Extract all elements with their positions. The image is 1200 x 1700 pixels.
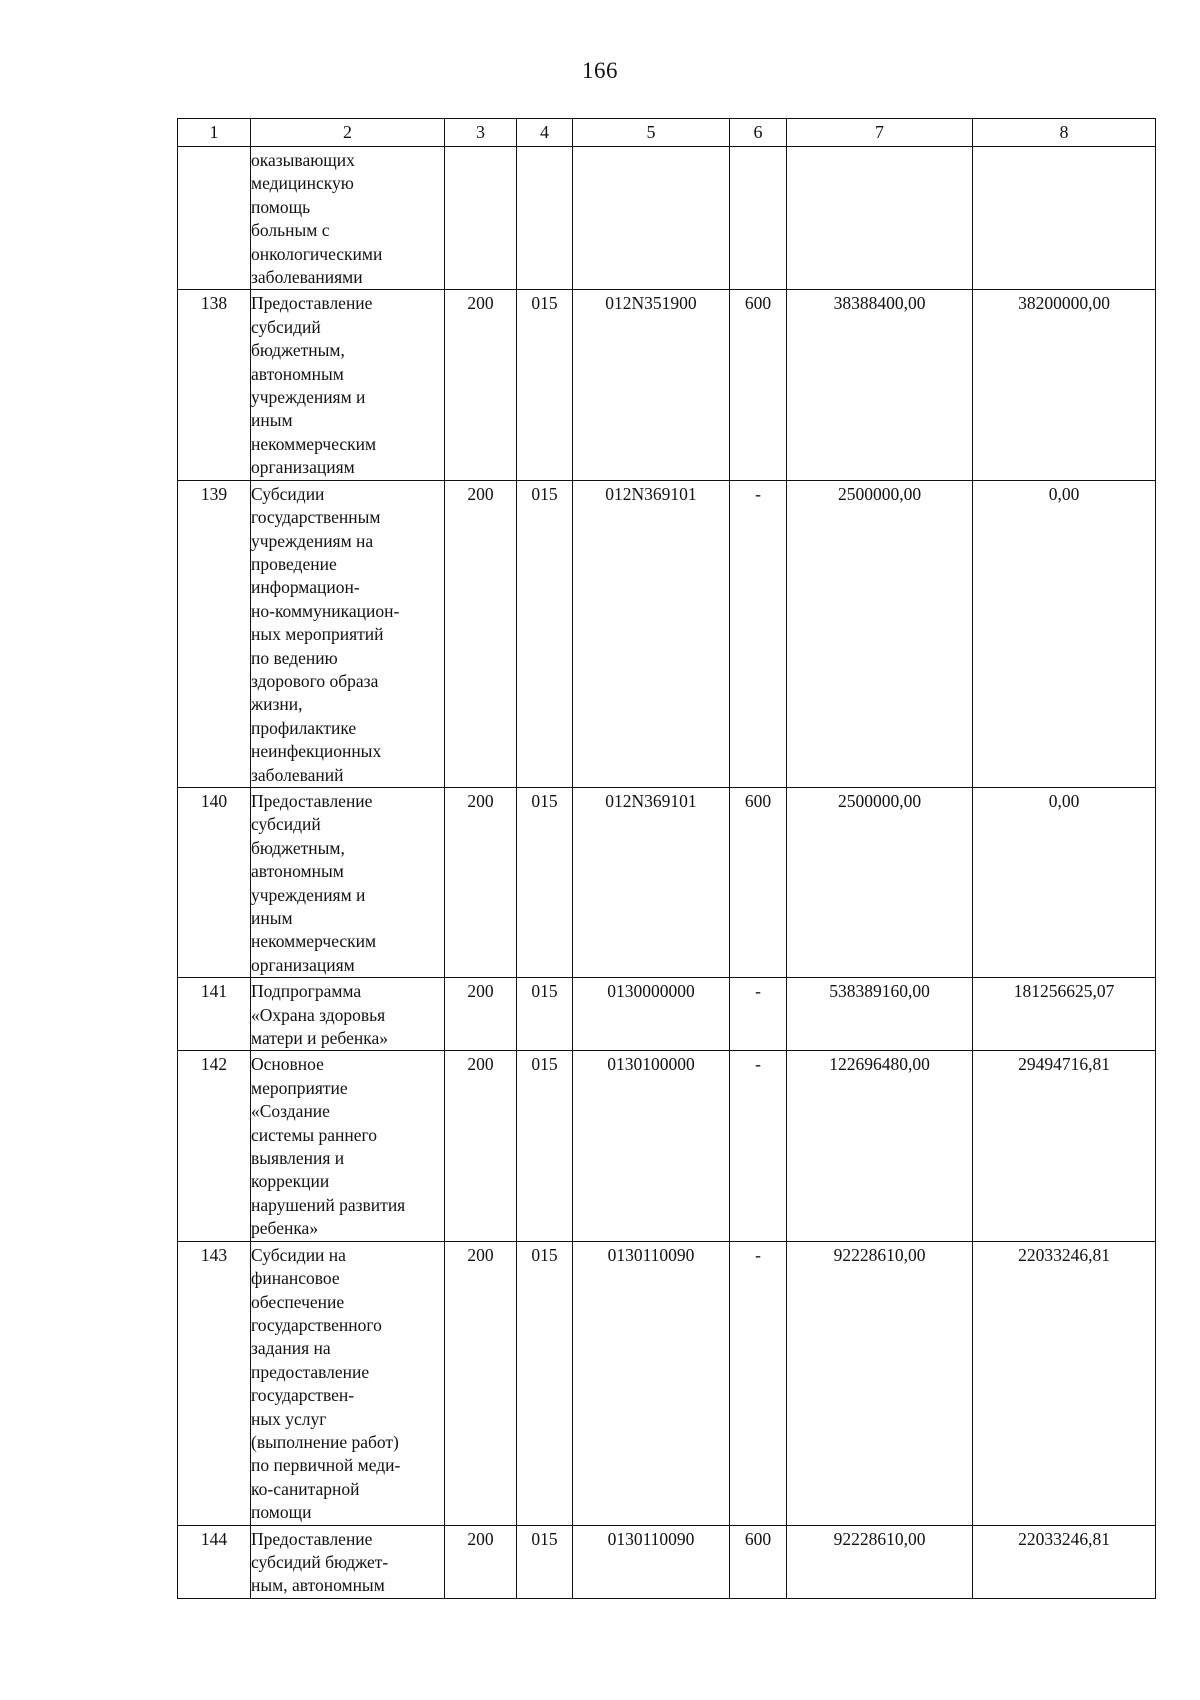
item-name-line: предоставление	[251, 1361, 370, 1382]
cell-amount-actual	[973, 978, 1156, 1051]
cell-target-article-value: 0130110090	[607, 1244, 695, 1265]
cell-code-3-value: 200	[467, 1054, 494, 1075]
cell-code-4	[517, 1051, 573, 1241]
cell-item-name	[251, 1525, 445, 1598]
item-name-line: помощь	[251, 196, 311, 217]
cell-amount-actual	[973, 1051, 1156, 1241]
cell-amount-plan-value: 92228610,00	[833, 1528, 926, 1549]
cell-code-3-value: 200	[467, 1244, 494, 1265]
cell-amount-plan-value: 2500000,00	[837, 790, 922, 811]
header-col-3: 3	[445, 119, 517, 147]
table-body	[178, 147, 1156, 1599]
budget-table	[177, 118, 1156, 1599]
cell-code-3-value: 200	[467, 981, 494, 1002]
cell-row-number	[178, 1051, 251, 1241]
table-row	[178, 147, 1156, 290]
item-name-line: ных мероприятий	[251, 624, 384, 645]
cell-amount-plan-value: 538389160,00	[829, 981, 930, 1002]
table-row	[178, 290, 1156, 480]
item-name-line: «Охрана здоровья	[251, 1004, 386, 1025]
item-name-line: заболеваниями	[251, 267, 363, 288]
item-name-line: некоммерческим	[251, 931, 377, 952]
table-row	[178, 1241, 1156, 1525]
cell-code-3-value	[445, 147, 516, 149]
cell-row-number	[178, 147, 251, 290]
cell-row-number	[178, 480, 251, 787]
cell-code-3-value: 200	[467, 293, 494, 314]
row-number	[178, 147, 250, 149]
cell-amount-actual	[973, 1525, 1156, 1598]
cell-expense-type-value: -	[755, 1054, 761, 1075]
item-name-line: системы раннего	[251, 1124, 378, 1145]
cell-expense-type-value: -	[755, 981, 761, 1002]
cell-amount-actual-value: 22033246,81	[1018, 1528, 1110, 1549]
cell-amount-plan	[787, 787, 973, 977]
item-name-line: ко-санитарной	[251, 1478, 360, 1499]
item-name-line: автономным	[251, 363, 344, 384]
cell-amount-plan-value	[787, 147, 972, 149]
cell-code-4	[517, 290, 573, 480]
cell-item-name	[251, 1051, 445, 1241]
header-col-2: 2	[251, 119, 445, 147]
item-name-line: Предоставление	[251, 1528, 373, 1549]
item-name-line: иным	[251, 908, 293, 928]
item-name-line: ным, автономным	[251, 1575, 385, 1596]
cell-amount-plan	[787, 978, 973, 1051]
item-name-line: субсидий	[251, 316, 321, 337]
cell-amount-plan	[787, 1051, 973, 1241]
cell-amount-actual	[973, 787, 1156, 977]
item-name-line: Субсидии	[251, 483, 325, 504]
cell-code-4-value: 015	[531, 1244, 558, 1265]
cell-expense-type	[730, 787, 787, 977]
cell-amount-plan	[787, 1525, 973, 1598]
item-name-line: финансовое	[251, 1268, 340, 1289]
row-number: 141	[200, 981, 228, 1002]
cell-expense-type	[730, 1525, 787, 1598]
cell-amount-plan	[787, 1241, 973, 1525]
cell-amount-actual-value: 181256625,07	[1013, 981, 1115, 1002]
cell-row-number	[178, 1525, 251, 1598]
cell-row-number	[178, 978, 251, 1051]
cell-amount-plan	[787, 290, 973, 480]
cell-code-4-value: 015	[531, 483, 558, 504]
item-name-line: ных услуг	[251, 1408, 327, 1429]
cell-target-article	[573, 787, 730, 977]
cell-code-3	[445, 290, 517, 480]
cell-amount-plan	[787, 480, 973, 787]
item-name-line: обеспечение	[251, 1291, 345, 1312]
cell-code-3	[445, 1241, 517, 1525]
item-name-line: учреждениям и	[251, 884, 366, 905]
cell-target-article-value: 012N369101	[605, 483, 697, 504]
cell-code-3-value: 200	[467, 483, 494, 504]
cell-code-4	[517, 1241, 573, 1525]
item-name-line: Основное	[251, 1054, 324, 1075]
cell-row-number	[178, 787, 251, 977]
cell-code-3	[445, 978, 517, 1051]
row-number: 140	[200, 790, 228, 811]
cell-code-4	[517, 787, 573, 977]
header-col-8: 8	[973, 119, 1156, 147]
cell-amount-actual	[973, 147, 1156, 290]
item-name-line: Предоставление	[251, 293, 373, 314]
item-name-line: организациям	[251, 457, 355, 478]
item-name-line: субсидий бюджет-	[251, 1551, 389, 1572]
cell-code-3-value: 200	[467, 1528, 494, 1549]
cell-expense-type-value: 600	[744, 293, 772, 314]
header-col-4: 4	[517, 119, 573, 147]
item-name-line: некоммерческим	[251, 433, 377, 454]
item-name-line: автономным	[251, 861, 344, 882]
cell-amount-actual-value	[973, 147, 1155, 149]
cell-expense-type	[730, 290, 787, 480]
cell-amount-plan	[787, 147, 973, 290]
cell-target-article	[573, 1241, 730, 1525]
cell-item-name	[251, 1241, 445, 1525]
cell-code-4-value	[517, 147, 572, 149]
item-name-line: государствен-	[251, 1385, 355, 1406]
item-name-line: субсидий	[251, 814, 321, 835]
cell-target-article	[573, 290, 730, 480]
table-row	[178, 787, 1156, 977]
item-name-line: заболеваний	[251, 764, 344, 785]
item-name-line: Подпрограмма	[251, 981, 362, 1002]
cell-expense-type-value: -	[755, 483, 761, 504]
item-name-line: здорового образа	[251, 670, 379, 691]
item-name-line: информацион-	[251, 577, 360, 598]
item-name-line: организациям	[251, 954, 355, 975]
item-name-line: онкологическими	[251, 243, 383, 264]
cell-expense-type	[730, 1051, 787, 1241]
cell-code-3	[445, 787, 517, 977]
item-name-line: по первичной меди-	[251, 1455, 401, 1476]
item-name-line: оказывающих	[251, 150, 355, 170]
cell-code-4-value: 015	[531, 1054, 558, 1075]
cell-code-4-value: 015	[531, 790, 558, 811]
cell-expense-type	[730, 1241, 787, 1525]
item-name-line: бюджетным,	[251, 837, 345, 858]
cell-amount-plan-value: 38388400,00	[833, 293, 926, 314]
header-col-5: 5	[573, 119, 730, 147]
cell-code-4	[517, 1525, 573, 1598]
cell-code-4-value: 015	[531, 293, 558, 314]
cell-expense-type	[730, 480, 787, 787]
item-name-line: государственного	[251, 1314, 382, 1335]
page-number: 166	[582, 58, 618, 83]
table-row	[178, 978, 1156, 1051]
item-name-line: но-коммуникацион-	[251, 600, 400, 621]
cell-amount-actual-value: 22033246,81	[1018, 1244, 1110, 1265]
item-name-line: медицинскую	[251, 173, 354, 194]
cell-target-article	[573, 147, 730, 290]
table-row	[178, 1525, 1156, 1598]
cell-code-4	[517, 978, 573, 1051]
cell-target-article	[573, 1051, 730, 1241]
item-name-line: выявления и	[251, 1148, 345, 1169]
cell-item-name	[251, 290, 445, 480]
cell-expense-type-value: 600	[744, 790, 772, 811]
row-number: 142	[200, 1054, 228, 1075]
item-name-line: Предоставление	[251, 790, 373, 811]
cell-target-article	[573, 480, 730, 787]
item-name-line: нарушений развития	[251, 1194, 406, 1215]
item-name-line: жизни,	[251, 694, 303, 715]
cell-target-article-value	[573, 147, 729, 149]
table-header-row	[178, 119, 1156, 147]
cell-item-name	[251, 480, 445, 787]
cell-expense-type-value: 600	[744, 1528, 772, 1549]
cell-item-name	[251, 787, 445, 977]
cell-row-number	[178, 290, 251, 480]
cell-code-3	[445, 1051, 517, 1241]
cell-amount-plan-value: 2500000,00	[837, 483, 922, 504]
item-name-line: ребенка»	[251, 1218, 319, 1239]
cell-expense-type-value: -	[755, 1244, 761, 1265]
cell-code-4-value: 015	[531, 981, 558, 1002]
item-name-line: помощи	[251, 1502, 312, 1523]
cell-amount-actual	[973, 1241, 1156, 1525]
table-row	[178, 1051, 1156, 1241]
cell-amount-actual-value: 0,00	[1048, 790, 1080, 811]
cell-target-article-value: 0130000000	[607, 981, 695, 1002]
cell-code-4	[517, 147, 573, 290]
item-name-line: бюджетным,	[251, 340, 345, 361]
cell-expense-type	[730, 978, 787, 1051]
header-col-6: 6	[730, 119, 787, 147]
cell-target-article-value: 012N369101	[605, 790, 697, 811]
cell-amount-actual-value: 38200000,00	[1018, 293, 1110, 314]
item-name-line: профилактике	[251, 717, 357, 738]
row-number: 139	[200, 483, 228, 504]
header-col-1: 1	[178, 119, 251, 147]
header-col-7: 7	[787, 119, 973, 147]
cell-code-3	[445, 147, 517, 290]
table-row	[178, 480, 1156, 787]
cell-amount-actual-value: 0,00	[1048, 483, 1080, 504]
cell-expense-type-value	[730, 147, 786, 149]
item-name-line: мероприятие	[251, 1077, 348, 1098]
item-name-line: учреждениям на	[251, 530, 374, 551]
cell-row-number	[178, 1241, 251, 1525]
cell-code-3	[445, 480, 517, 787]
item-name-line: учреждениям и	[251, 387, 366, 408]
item-name-line: матери и ребенка»	[251, 1028, 388, 1049]
item-name-line: Субсидии на	[251, 1244, 346, 1265]
item-name-line: «Создание	[251, 1101, 330, 1122]
item-name-line: больным с	[251, 220, 330, 241]
cell-code-4	[517, 480, 573, 787]
item-name-line: государственным	[251, 507, 381, 528]
item-name-line: коррекции	[251, 1171, 330, 1192]
item-name-line: неинфекционных	[251, 741, 382, 762]
item-name-line: по ведению	[251, 647, 338, 668]
row-number: 143	[200, 1244, 228, 1265]
cell-amount-actual	[973, 290, 1156, 480]
cell-item-name	[251, 978, 445, 1051]
cell-amount-actual	[973, 480, 1156, 787]
cell-code-3-value: 200	[467, 790, 494, 811]
cell-amount-actual-value: 29494716,81	[1018, 1054, 1110, 1075]
cell-target-article	[573, 978, 730, 1051]
row-number: 138	[200, 293, 228, 314]
cell-target-article	[573, 1525, 730, 1598]
row-number: 144	[200, 1528, 228, 1549]
item-name-line: задания на	[251, 1338, 331, 1359]
cell-code-3	[445, 1525, 517, 1598]
cell-target-article-value: 012N351900	[605, 293, 697, 314]
cell-expense-type	[730, 147, 787, 290]
cell-code-4-value: 015	[531, 1528, 558, 1549]
cell-amount-plan-value: 122696480,00	[829, 1054, 930, 1075]
cell-amount-plan-value: 92228610,00	[833, 1244, 926, 1265]
cell-item-name	[251, 147, 445, 290]
cell-target-article-value: 0130110090	[607, 1528, 695, 1549]
item-name-line: (выполнение работ)	[251, 1431, 399, 1452]
item-name-line: иным	[251, 410, 293, 431]
cell-target-article-value: 0130100000	[607, 1054, 695, 1075]
item-name-line: проведение	[251, 553, 337, 574]
